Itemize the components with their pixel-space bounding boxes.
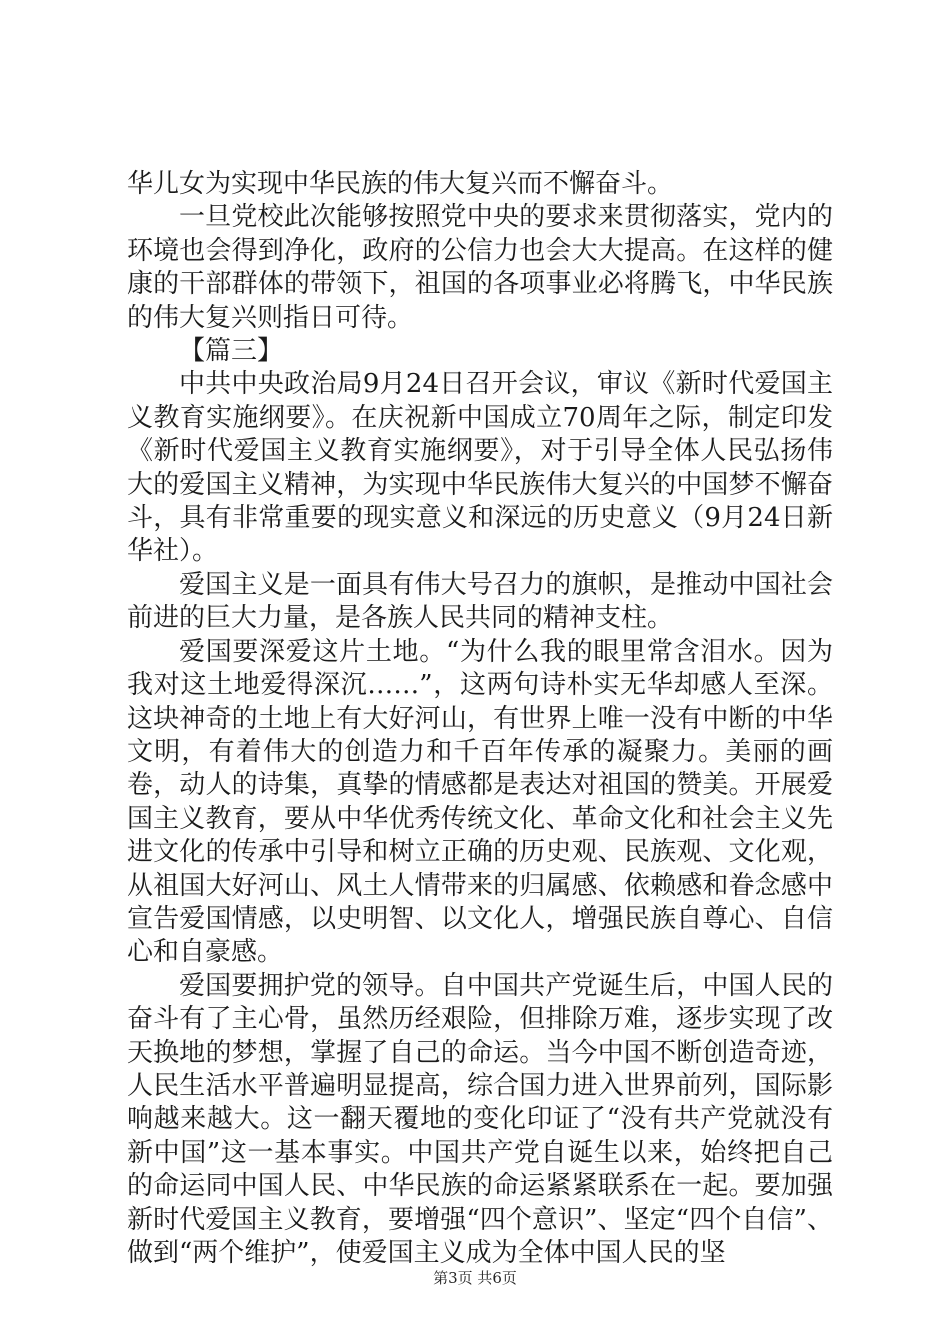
- page-number: 第3页 共6页: [433, 1269, 517, 1287]
- paragraph: 爱国主义是一面具有伟大号召力的旗帜，是推动中国社会前进的巨大力量，是各族人民共同的精神支柱。: [127, 569, 833, 634]
- paragraph-continuation: 华儿女为实现中华民族的伟大复兴而不懈奋斗。: [127, 169, 674, 199]
- paragraph: 中共中央政治局9月24日召开会议，审议《新时代爱国主义教育实施纲要》。在庆祝新中国成立70周年之际，制定印发《新时代爱国主义教育实施纲要》，对于引导全体人民弘扬伟大的爱国主义精神，为实现中华民族伟大复兴的中国梦不懈奋斗，具有非常重要的现实意义和深远的历史意义（9月24日新华社）。: [127, 369, 833, 567]
- paragraph: 爱国要深爱这片土地。“为什么我的眼里常含泪水。因为我对这土地爱得深沉……”，这两句诗朴实无华却感人至深。这块神奇的土地上有大好河山，有世界上唯一没有中断的中华文明，有着伟大的创造力和千百年传承的凝聚力。美丽的画卷，动人的诗集，真挚的情感都是表达对祖国的赞美。开展爱国主义教育，要从中华优秀传统文化、革命文化和社会主义先进文化的传承中引导和树立正确的历史观、民族观、文化观，从祖国大好河山、风土人情带来的归属感、依赖感和眷念感中宣告爱国情感，以史明智、以文化人，增强民族自尊心、自信心和自豪感。: [127, 636, 833, 968]
- document-body: [127, 168, 833, 1270]
- paragraph: 爱国要拥护党的领导。自中国共产党诞生后，中国人民的奋斗有了主心骨，虽然历经艰险，但排除万难，逐步实现了改天换地的梦想，掌握了自己的命运。当今中国不断创造奇迹，人民生活水平普遍明显提高，综合国力进入世界前列，国际影响越来越大。这一翻天覆地的变化印证了“没有共产党就没有新中国”这一基本事实。中国共产党自诞生以来，始终把自己的命运同中国人民、中华民族的命运紧紧联系在一起。要加强新时代爱国主义教育，要增强“四个意识”、坚定“四个自信”、做到“两个维护”，使爱国主义成为全体中国人民的坚: [127, 970, 833, 1268]
- paragraph: 一旦党校此次能够按照党中央的要求来贯彻落实，党内的环境也会得到净化，政府的公信力也会大大提高。在这样的健康的干部群体的带领下，祖国的各项事业必将腾飞，中华民族的伟大复兴则指日可待。: [127, 202, 833, 333]
- section-heading: 【篇三】: [179, 336, 284, 367]
